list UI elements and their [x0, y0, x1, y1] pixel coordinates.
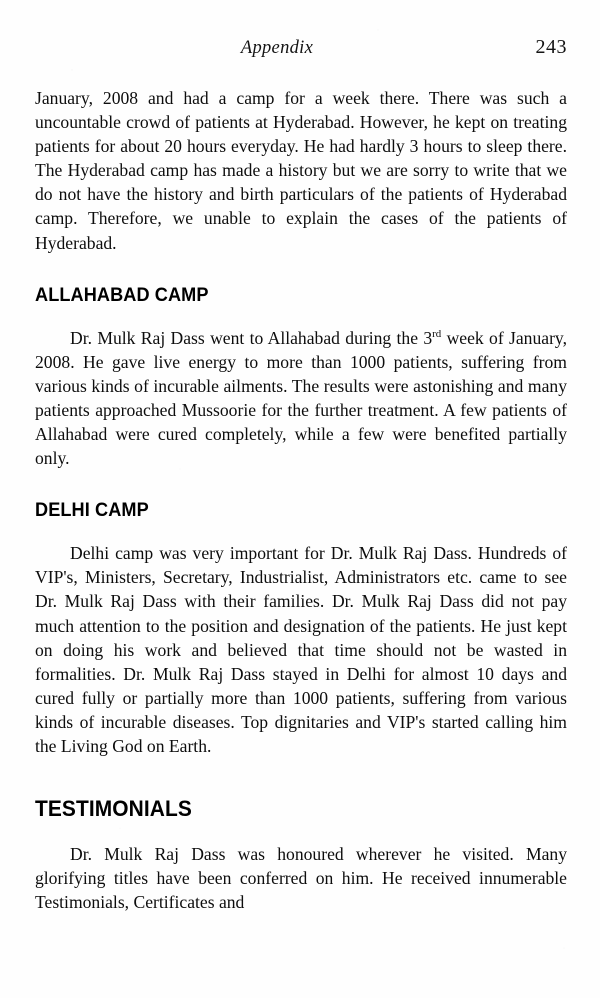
spacer: [35, 307, 567, 326]
running-head-title: Appendix: [240, 38, 314, 58]
paragraph-allahabad-camp: [35, 326, 567, 471]
spacer: [35, 822, 567, 842]
heading-delhi-camp: DELHI CAMP: [35, 499, 149, 522]
continued-paragraph: January, 2008 and had a camp for a week there. There was such a uncountable crowd of patients at Hyderabad. However, he kept on treating patients for about 20 hours everyday. He had hardly 3 hours to sleep there. The Hyderabad camp has made a history but we are sorry to write that we do not have the history and birth particulars of the patients of Hyderabad camp. Therefore, we unable to explain the cases of the patients of Hyderabad.: [35, 88, 567, 253]
page-number: 243: [535, 36, 567, 58]
paragraph-testimonials: Dr. Mulk Raj Dass was honoured wherever he visited. Many glorifying titles have been conferred on him. He received innumerable Testimonials, Certificates and: [35, 844, 567, 913]
heading-allahabad-camp: ALLAHABAD CAMP: [35, 283, 209, 306]
paragraph-text-part-1: Dr. Mulk Raj Dass went to Allahabad during the 3: [70, 327, 433, 348]
paragraph-delhi-camp: Delhi camp was very important for Dr. Mulk Raj Dass. Hundreds of VIP's, Ministers, Secretary, Industrialist, Administrators etc. came to see Dr. Mulk Raj Dass with their families. Dr. Mulk Raj Dass did not pay much attention to the position and designation of the patients. He just kept on doing his work and believed that time should not be wasted in formalities. Dr. Mulk Raj Dass stayed in Delhi for almost 10 days and cured fully or partially more than 1000 patients, suffering from various kinds of incurable diseases. Top dignitaries and VIP's started calling him the Living God on Earth.: [35, 543, 567, 756]
spacer: [35, 255, 567, 284]
spacer: [35, 522, 567, 541]
ordinal-suffix: rd: [432, 327, 442, 340]
spacer: [35, 758, 567, 796]
text-column: [35, 0, 567, 914]
paragraph-text-part-2: week of January, 2008. He gave live energy to more than 1000 patients, suffering from various kinds of incurable ailments. The results were astonishing and many patients approached Mussoorie for the further treatment. A few patients of Allahabad were cured completely, while a few were benefited partially only.: [35, 327, 567, 469]
heading-testimonials: TESTIMONIALS: [35, 796, 192, 822]
spacer: [35, 470, 567, 499]
running-head: [35, 38, 567, 86]
